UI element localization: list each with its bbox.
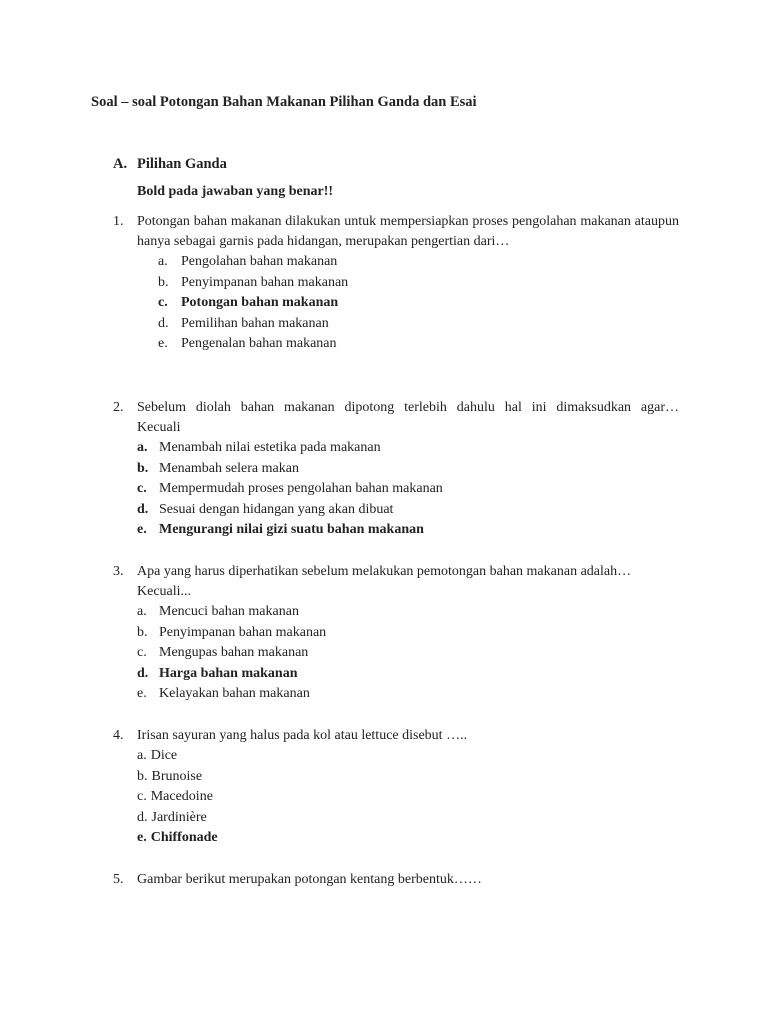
option-letter: d. [137, 665, 149, 681]
option-letter: a. [137, 440, 148, 455]
option-letter: c. [137, 481, 147, 496]
option-b[interactable] [158, 273, 679, 294]
option-list [158, 252, 679, 355]
option-a[interactable] [137, 746, 679, 767]
option-c[interactable] [137, 787, 679, 808]
option-letter: a. [137, 604, 147, 619]
option-letter: c. [158, 295, 168, 310]
option-text: Kelayakan bahan makanan [159, 686, 310, 701]
option-b[interactable] [137, 459, 679, 480]
option-text: Brunoise [151, 768, 203, 784]
option-e-correct[interactable] [137, 520, 679, 541]
option-text: Penyimpanan bahan makanan [181, 274, 349, 290]
option-text: Macedoine [150, 789, 213, 804]
question-number: 1. [113, 214, 124, 229]
option-letter: b. [137, 624, 148, 640]
option-letter: d. [137, 809, 148, 825]
option-e[interactable] [137, 684, 679, 705]
option-text: Sesuai dengan hidangan yang akan dibuat [159, 501, 394, 517]
option-text: Pengolahan bahan makanan [181, 254, 338, 269]
option-letter: c. [137, 645, 147, 660]
option-letter: e. [137, 686, 147, 701]
option-text: Mempermudah proses pengolahan bahan makanan [159, 481, 443, 496]
option-letter: e. [158, 336, 168, 351]
option-c[interactable] [137, 479, 679, 500]
option-d[interactable] [137, 808, 679, 829]
option-d[interactable] [137, 500, 679, 521]
question-exception: Kecuali [137, 420, 181, 435]
option-d-correct[interactable] [137, 664, 679, 685]
option-text: Potongan bahan makanan [181, 295, 339, 310]
question-text: Irisan sayuran yang halus pada kol atau lettuce disebut ….. [137, 728, 468, 743]
option-d[interactable] [158, 314, 679, 335]
option-a[interactable] [137, 438, 679, 459]
option-text: Pengenalan bahan makanan [181, 336, 337, 351]
question-number: 2. [113, 400, 124, 415]
option-letter: a. [137, 748, 147, 763]
option-text: Penyimpanan bahan makanan [159, 624, 327, 640]
question-1 [113, 212, 679, 355]
section-letter: A. [113, 156, 128, 172]
question-number: 5. [113, 872, 124, 887]
option-text: Dice [150, 748, 178, 763]
option-e[interactable] [158, 334, 679, 355]
option-a[interactable] [158, 252, 679, 273]
option-b[interactable] [137, 767, 679, 788]
option-text: Chiffonade [150, 830, 218, 845]
section-heading [113, 154, 227, 174]
option-text: Menambah selera makan [159, 460, 299, 476]
question-number: 3. [113, 564, 124, 579]
option-letter: b. [137, 460, 149, 476]
option-text: Pemilihan bahan makanan [181, 315, 329, 331]
section-label: Pilihan Ganda [137, 156, 227, 172]
question-text: Apa yang harus diperhatikan sebelum melakukan pemotongan bahan makanan adalah… [137, 564, 632, 579]
option-list [137, 602, 679, 705]
question-text: Gambar berikut merupakan potongan kentang berbentuk…… [137, 872, 482, 887]
question-exception: Kecuali... [137, 584, 192, 599]
option-e-correct[interactable] [137, 828, 679, 849]
option-text: Menambah nilai estetika pada makanan [159, 440, 381, 455]
option-a[interactable] [137, 602, 679, 623]
question-3 [113, 562, 679, 705]
option-text: Mengupas bahan makanan [159, 645, 309, 660]
question-number: 4. [113, 728, 124, 743]
option-text: Mengurangi nilai gizi suatu bahan makanan [159, 522, 424, 537]
option-b[interactable] [137, 623, 679, 644]
question-5 [113, 870, 679, 890]
option-letter: b. [137, 768, 148, 784]
instruction-text: Bold pada jawaban yang benar!! [137, 184, 334, 199]
option-letter: d. [137, 501, 149, 517]
option-letter: a. [158, 254, 168, 269]
option-list [137, 746, 679, 849]
question-text: Sebelum diolah bahan makanan dipotong terlebih dahulu hal ini dimaksudkan agar… [137, 400, 679, 415]
question-4 [113, 726, 679, 849]
option-letter: e. [137, 522, 147, 537]
question-2 [113, 398, 679, 541]
option-c-correct[interactable] [158, 293, 679, 314]
document-title: Soal – soal Potongan Bahan Makanan Pilihan Ganda dan Esai [91, 94, 477, 110]
option-list [137, 438, 679, 541]
option-text: Mencuci bahan makanan [159, 604, 299, 619]
option-letter: e. [137, 830, 147, 845]
option-letter: b. [158, 274, 169, 290]
option-text: Jardiniѐre [151, 809, 207, 825]
option-c[interactable] [137, 643, 679, 664]
question-text: Potongan bahan makanan dilakukan untuk mempersiapkan proses pengolahan makanan ataupun hanya sebagai garnis pada hidangan, merupakan pengertian dari… [137, 214, 679, 249]
option-text: Harga bahan makanan [159, 665, 298, 681]
option-letter: d. [158, 315, 169, 331]
option-letter: c. [137, 789, 147, 804]
